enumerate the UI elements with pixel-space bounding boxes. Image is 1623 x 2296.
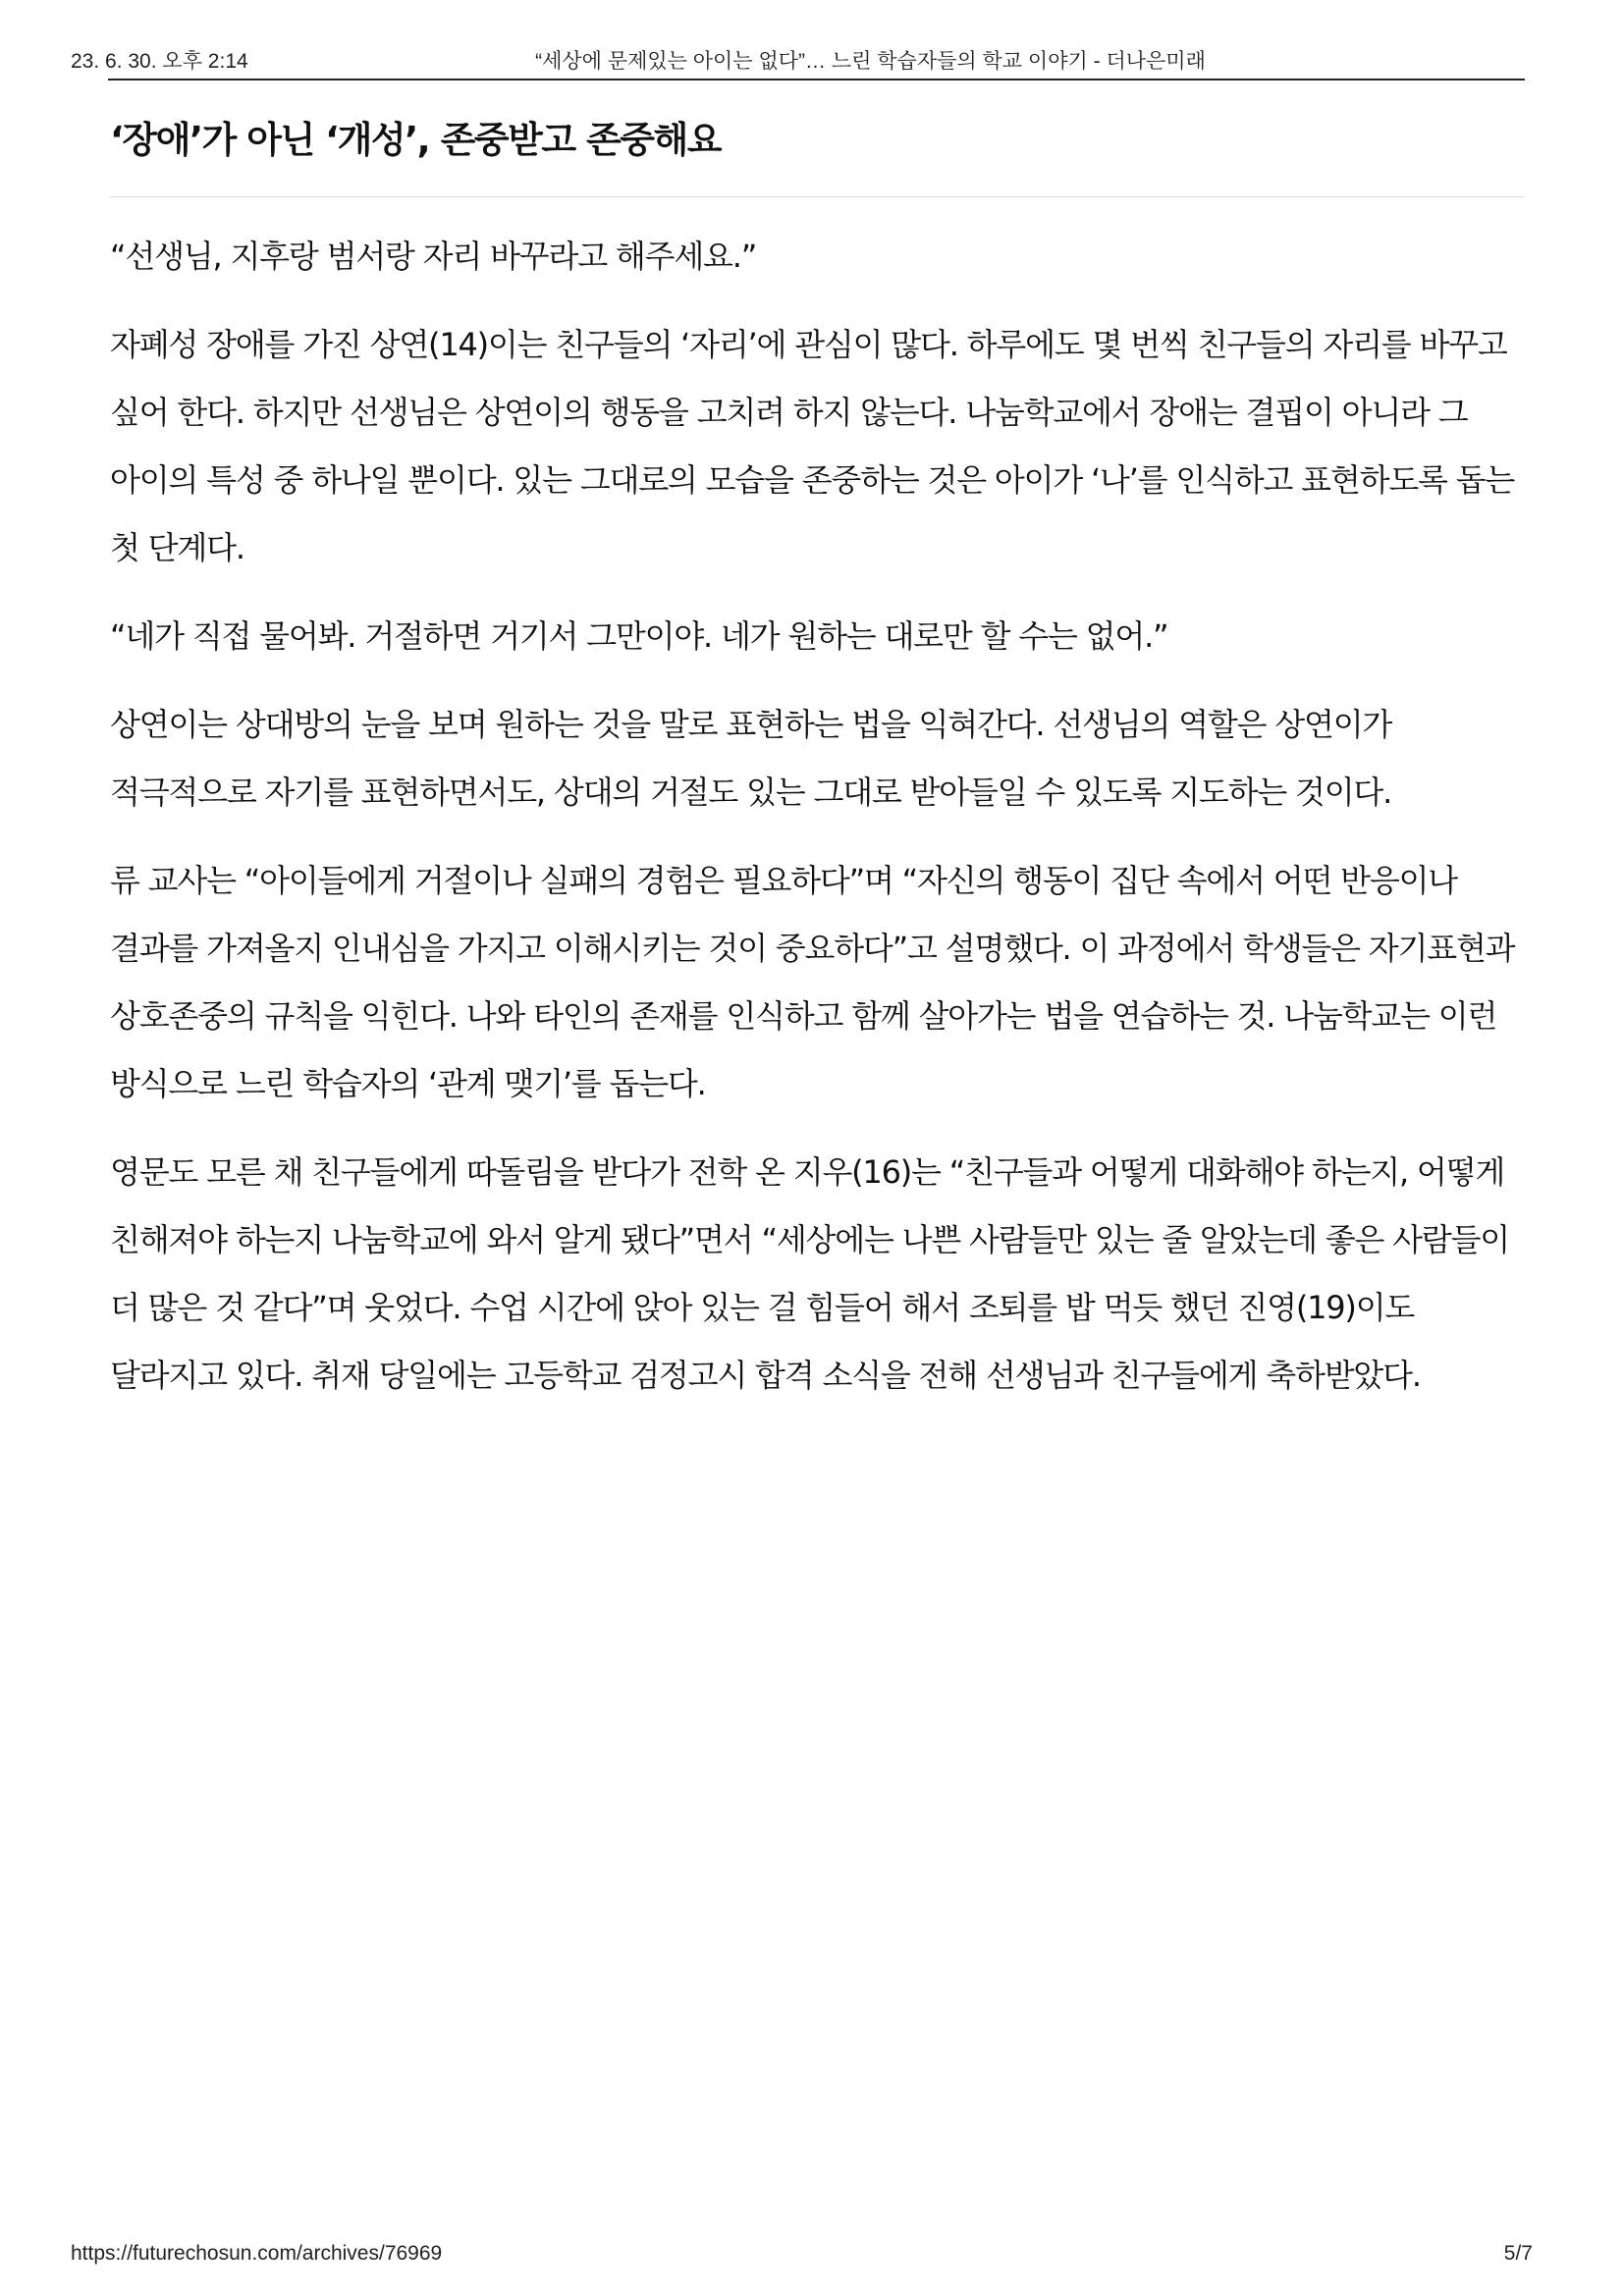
print-footer — [71, 2242, 1533, 2271]
paragraph: 류 교사는 “아이들에게 거절이나 실패의 경험은 필요하다”며 “자신의 행동이 집단 속에서 어떤 반응이나 결과를 가져올지 인내심을 가지고 이해시키는 것이 중요하다”고 설명했다. 이 과정에서 학생들은 자기표현과 상호존중의 규칙을 익힌다. 나와 타인의 존재를 인식하고 함께 살아가는 법을 연습하는 것. 나눔학교는 이런 방식으로 느린 학습자의 ‘관계 맺기’를 돕는다. — [110, 862, 1515, 1102]
paragraph: 자폐성 장애를 가진 상연(14)이는 친구들의 ‘자리’에 관심이 많다. 하루에도 몇 번씩 친구들의 자리를 바꾸고 싶어 한다. 하지만 선생님은 상연이의 행동을 고치려 하지 않는다. 나눔학교에서 장애는 결핍이 아니라 그 아이의 특성 중 하나일 뿐이다. 있는 그대로의 모습을 존중하는 것은 아이가 ‘나’를 인식하고 표현하도록 돕는 첫 단계다. — [110, 326, 1515, 566]
paragraph: 영문도 모른 채 친구들에게 따돌림을 받다가 전학 온 지우(16)는 “친구들과 어떻게 대화해야 하는지, 어떻게 친해져야 하는지 나눔학교에 와서 알게 됐다”면서 “세상에는 나쁜 사람들만 있는 줄 알았는데 좋은 사람들이 더 많은 것 같다”며 웃었다. 수업 시간에 앉아 있는 걸 힘들어 해서 조퇴를 밥 먹듯 했던 진영(19)이도 달라지고 있다. 취재 당일에는 고등학교 검정고시 합격 소식을 전해 선생님과 친구들에게 축하받았다. — [110, 1153, 1510, 1394]
print-page-title: “세상에 문제있는 아이는 없다”… 느린 학습자들의 학교 이야기 - 더나은미래 — [535, 50, 1206, 73]
print-header — [71, 39, 1552, 75]
article-text — [110, 223, 1524, 1410]
paragraph: “네가 직접 물어봐. 거절하면 거기서 그만이야. 네가 원하는 대로만 할 수는 없어.” — [110, 617, 1168, 655]
header-divider — [108, 79, 1525, 80]
section-divider — [110, 196, 1524, 197]
source-url: https://futurechosun.com/archives/76969 — [71, 2242, 443, 2265]
paragraph: “선생님, 지후랑 범서랑 자리 바꾸라고 해주세요.” — [110, 238, 757, 275]
article-body — [110, 98, 1524, 1430]
page-number: 5/7 — [1503, 2242, 1533, 2265]
print-date: 23. 6. 30. 오후 2:14 — [71, 50, 248, 73]
paragraph: 상연이는 상대방의 눈을 보며 원하는 것을 말로 표현하는 법을 익혀간다. 선생님의 역할은 상연이가 적극적으로 자기를 표현하면서도, 상대의 거절도 있는 그대로 받아들일 수 있도록 지도하는 것이다. — [110, 706, 1392, 811]
section-title: ‘장애’가 아닌 ‘개성’, 존중받고 존중해요 — [110, 119, 721, 161]
